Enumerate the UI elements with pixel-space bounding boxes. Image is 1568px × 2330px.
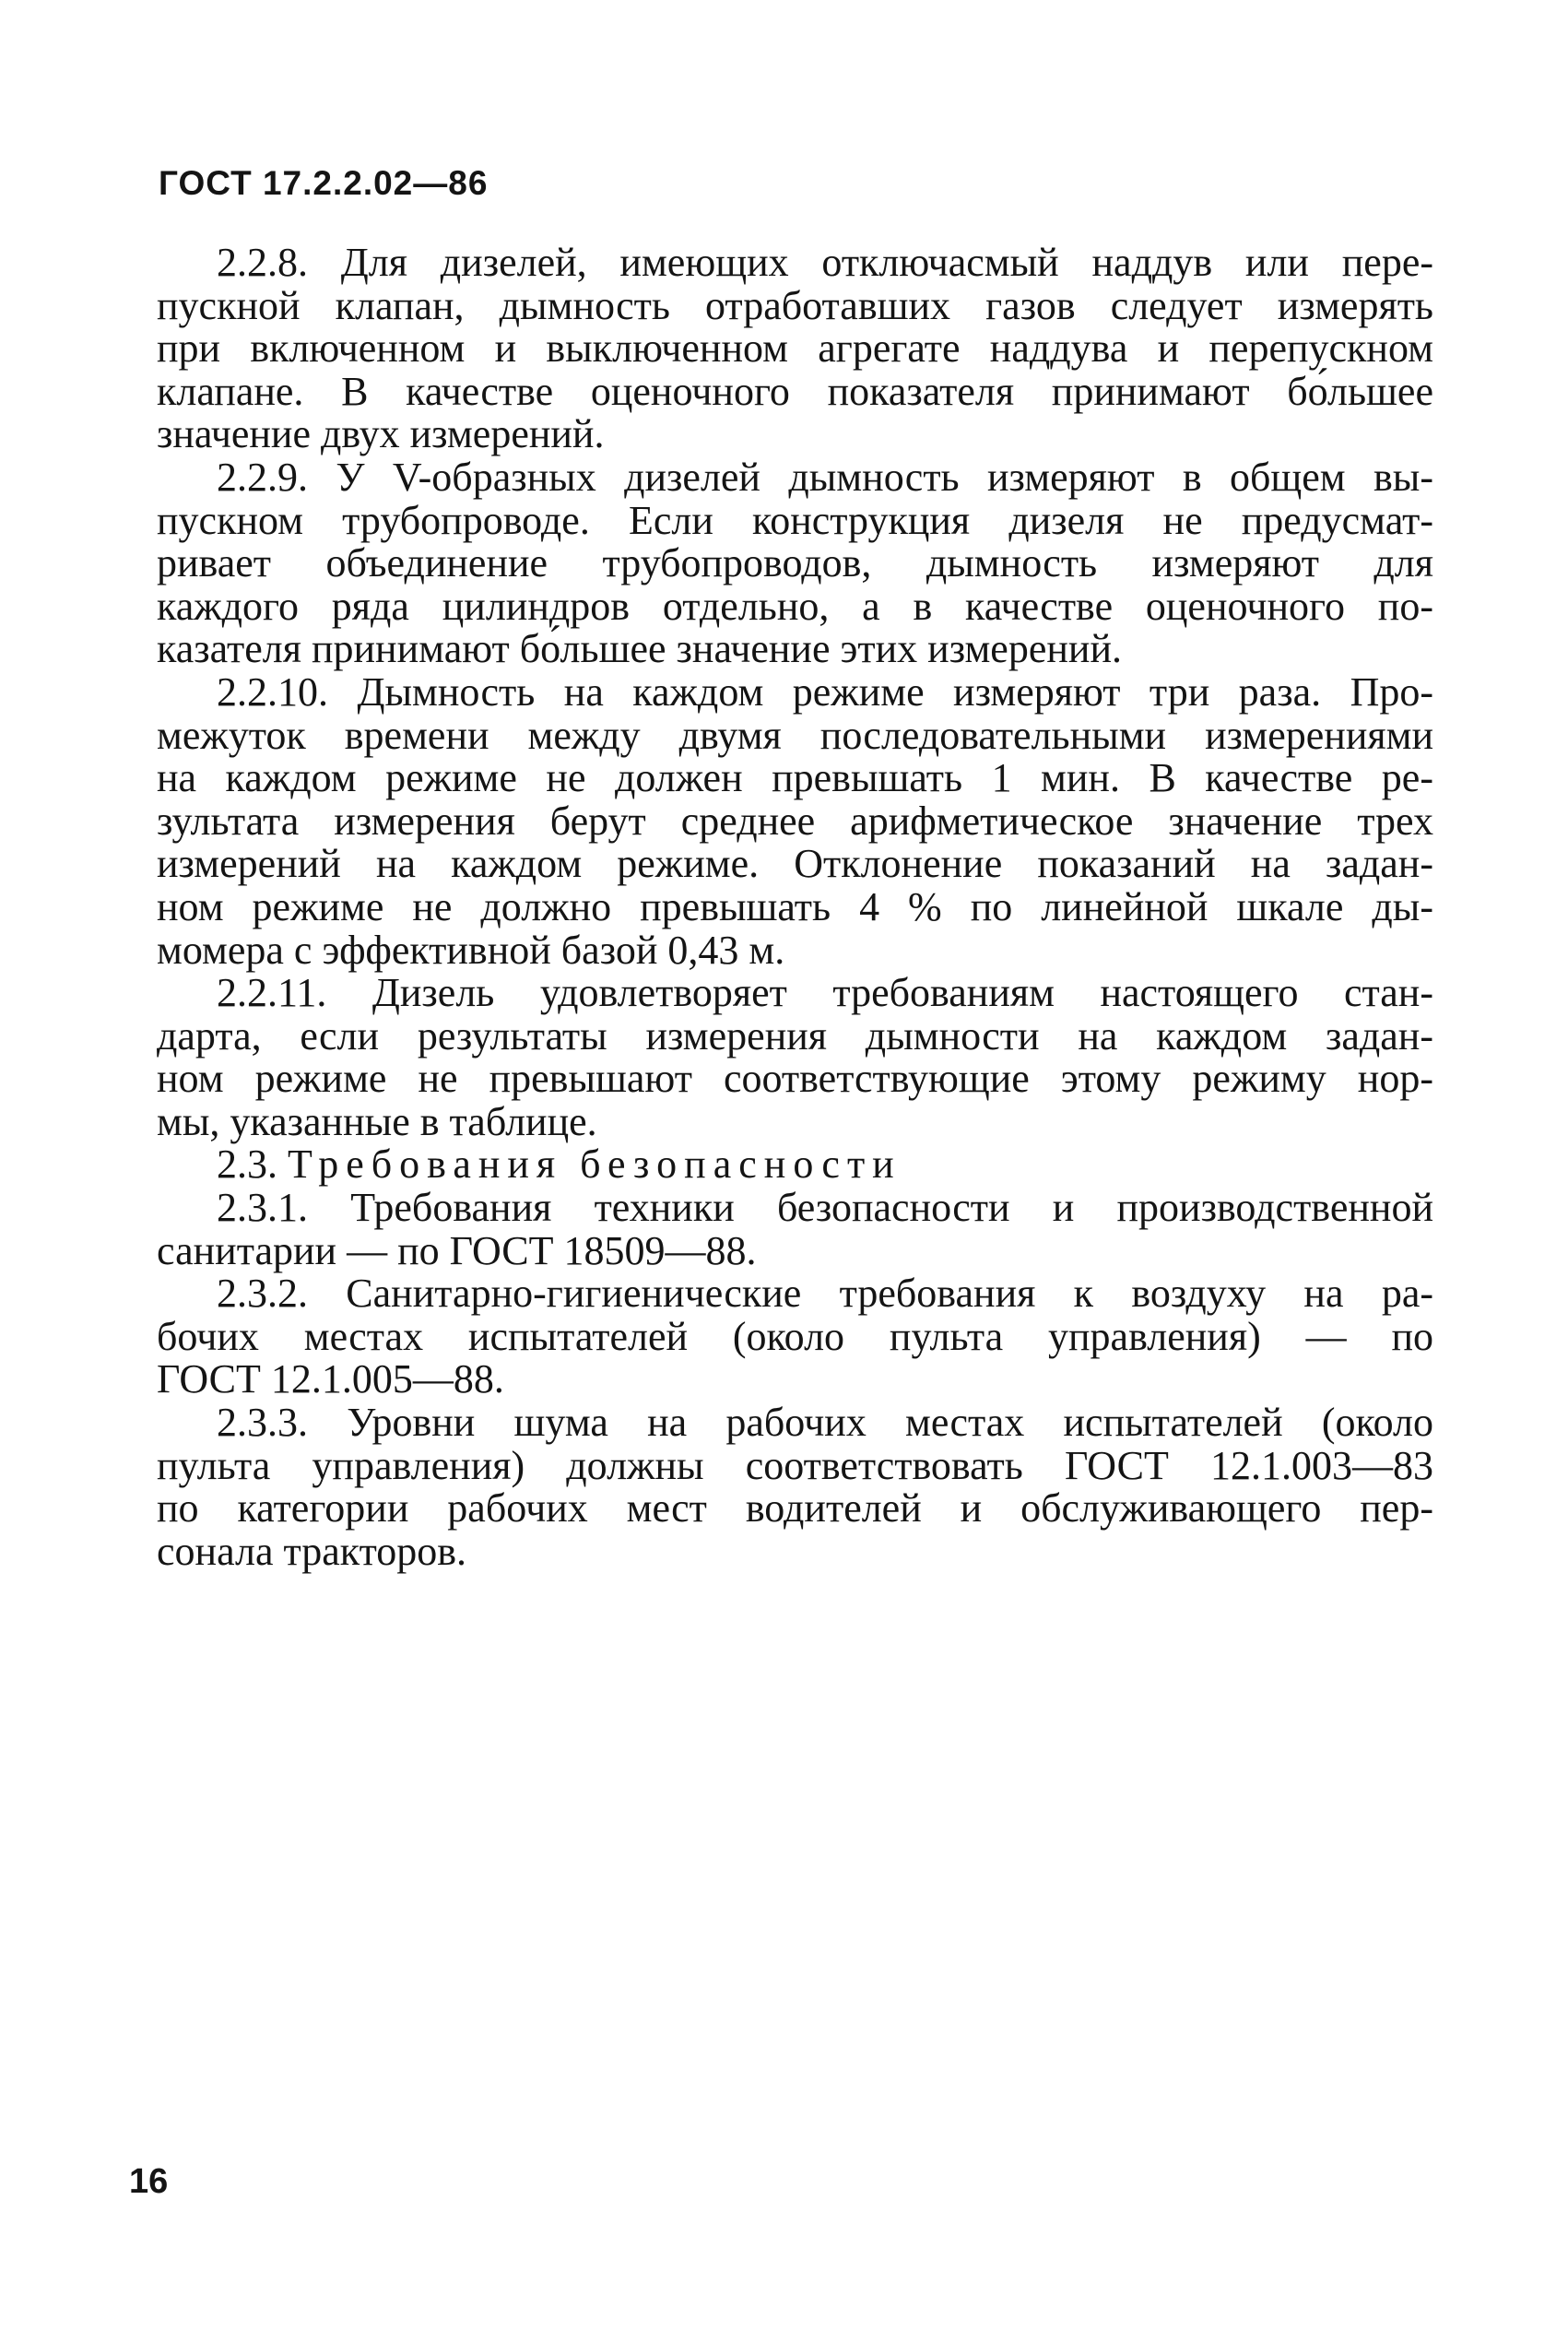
section-title: Требования безопасности — [288, 1141, 902, 1188]
text-line: 2.2.10. Дымность на каждом режиме измеряют три раза. Про- — [217, 668, 1433, 715]
text-line: при включенном и выключенном агрегате наддува и перепускном — [157, 325, 1433, 372]
text-line: сонала тракторов. — [157, 1528, 466, 1574]
text-line: значение двух измерений. — [157, 411, 605, 457]
document-body — [157, 242, 1433, 1573]
document-code-header: ГОСТ 17.2.2.02—86 — [159, 164, 489, 202]
text-line: санитарии — по ГОСТ 18509—88. — [157, 1227, 757, 1273]
text-line: клапане. В качестве оценочного показателя принимают бо́льшее — [157, 368, 1433, 414]
text-line: ном режиме не превышают соответствующие этому режиму нор- — [157, 1056, 1433, 1102]
section-heading-2-3 — [157, 1143, 1433, 1187]
paragraph-2-3-3 — [157, 1402, 1433, 1573]
section-number: 2.3. — [217, 1141, 277, 1188]
paragraph-2-3-1 — [157, 1187, 1433, 1272]
text-line: на каждом режиме не должен превышать 1 мин. В качестве ре- — [157, 755, 1433, 801]
text-line: 2.2.11. Дизель удовлетворяет требованиям настоящего стан- — [217, 970, 1433, 1016]
page-number: 16 — [129, 2162, 169, 2201]
text-line: 2.2.8. Для дизелей, имеющих отключасмый наддув или пере- — [217, 240, 1433, 285]
text-line: момера с эффективной базой 0,43 м. — [157, 927, 785, 973]
paragraph-2-3-2 — [157, 1272, 1433, 1402]
text-line: каждого ряда цилиндров отдельно, а в качестве оценочного по- — [157, 583, 1433, 629]
text-line: 2.3.3. Уровни шума на рабочих местах испытателей (около — [217, 1400, 1433, 1446]
text-line: пускной клапан, дымность отработавших газов следует измерять — [157, 282, 1433, 328]
text-line: межуток времени между двумя последовательными измерениями — [157, 712, 1433, 758]
text-line: 2.3.2. Санитарно-гигиенические требования к воздуху на ра- — [217, 1271, 1433, 1317]
text-line: пускном трубопроводе. Если конструкция дизеля не предусмат- — [157, 497, 1433, 543]
text-line: дарта, если результаты измерения дымности на каждом задан- — [157, 1012, 1433, 1059]
text-line: по категории рабочих мест водителей и обслуживающего пер- — [157, 1485, 1433, 1532]
text-line: 2.2.9. У V-образных дизелей дымность измеряют в общем вы- — [217, 454, 1433, 500]
text-line: казателя принимают бо́льшее значение этих измерений. — [157, 626, 1122, 672]
text-line: измерений на каждом режиме. Отклонение показаний на задан- — [157, 841, 1433, 887]
text-line: зультата измерения берут среднее арифметическое значение трех — [157, 798, 1433, 844]
paragraph-2-2-10 — [157, 668, 1433, 973]
text-line: бочих местах испытателей (около пульта управления) — по — [157, 1313, 1433, 1359]
text-line: пульта управления) должны соответствовать ГОСТ 12.1.003—83 — [157, 1442, 1433, 1488]
text-line: мы, указанные в таблице. — [157, 1098, 597, 1144]
paragraph-2-2-8 — [157, 242, 1433, 456]
text-line: 2.3.1. Требования техники безопасности и производственной — [217, 1185, 1433, 1231]
text-line: ривает объединение трубопроводов, дымность измеряют для — [157, 540, 1433, 586]
text-line: ГОСТ 12.1.005—88. — [157, 1356, 504, 1402]
paragraph-2-2-9 — [157, 456, 1433, 671]
text-line: ном режиме не должно превышать 4 % по линейной шкале ды- — [157, 883, 1433, 929]
paragraph-2-2-11 — [157, 972, 1433, 1143]
